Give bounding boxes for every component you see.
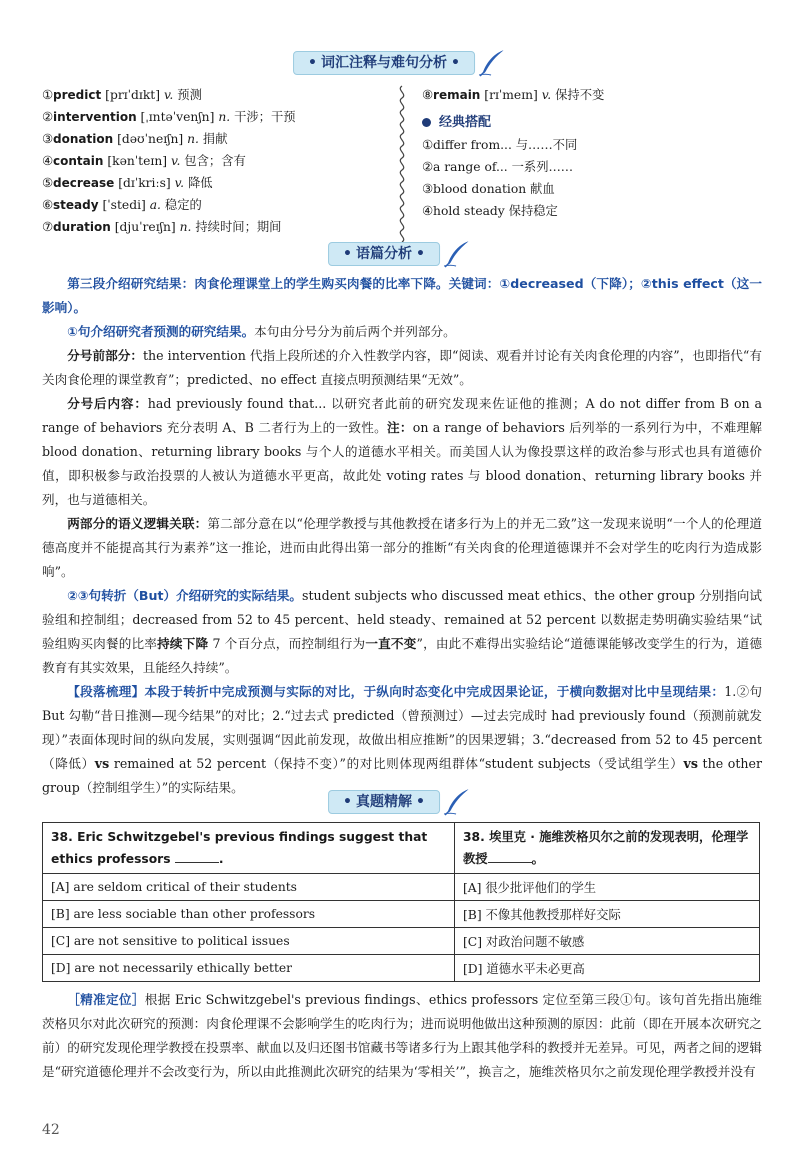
- exam-banner-title: 真题精解: [356, 794, 412, 810]
- analysis-banner-title: 语篇分析: [356, 246, 412, 262]
- sentence23-paragraph: ②③句转折（But）介绍研究的实际结果。student subjects who discussed meat ethics、the other group 分别指向试验组和控制组；decreased from 52 to 45 percent、held steady、remained at 52 percent 以数据走势明确实验结果“试验组购买肉餐的比率持续下降 7 个百分点，而控制组行为一直不变”，由此不难得出实验结论“道德课能够改变学生的行为，道德教育有其实效果，且能经久持续”。: [42, 588, 763, 675]
- vocab-banner: • 词汇注释与难句分析 •: [293, 51, 507, 75]
- collocation-item: ④hold steady 保持稳定: [422, 204, 558, 218]
- option-en: [A] are seldom critical of their students: [43, 874, 455, 901]
- page-number: 42: [42, 1122, 60, 1138]
- spiral-divider: [394, 84, 410, 244]
- answer-blank: [488, 850, 532, 863]
- sentence1-intro: ①句介绍研究者预测的研究结果。本句由分号分为前后两个并列部分。: [67, 324, 456, 339]
- vocab-list: [42, 84, 392, 238]
- exam-banner: • 真题精解 •: [328, 790, 472, 814]
- vocab-item: ⑥steady [ˈstedi] a. 稳定的: [42, 198, 202, 212]
- vocab-banner-title: 词汇注释与难句分析: [321, 55, 447, 71]
- part1-paragraph: 分号前部分：the intervention 代指上段所述的介入性教学内容，即“阅读、观看并讨论有关肉食伦理的内容”，也即指代“有关肉食伦理的课堂教育”；predicted、no effect 直接点明预测结果“无效”。: [42, 348, 762, 387]
- vocab-item: ④contain [kənˈteɪn] v. 包含；含有: [42, 154, 246, 168]
- option-zh: [B] 不像其他教授那样好交际: [455, 901, 760, 928]
- option-zh: [C] 对政治问题不敏感: [455, 928, 760, 955]
- vocab-item: ⑧remain [rɪˈmeɪn] v. 保持不变: [422, 88, 605, 102]
- collocation-heading: 经典搭配: [422, 112, 762, 134]
- collocation-item: ③blood donation 献血: [422, 182, 555, 196]
- option-row: [43, 901, 760, 928]
- option-en: [B] are less sociable than other professors: [43, 901, 455, 928]
- part2-paragraph: 分号后内容：had previously found that... 以研究者此前的研究发现来佐证他的推测；A do not differ from B on a range of behaviors 充分表明 A、B 二者行为上的一致性。注：on a range of behaviors 后列举的一系列行为中，不难理解 blood donation、returning library books 与个人的道德水平相关。而美国人认为像投票这样的政治参与形式也具有道德价值，即积极参与政治投票的人被认为道德水平更高，故此处 voting rates 与 blood donation、returning library books 并列，也与道德相关。: [42, 396, 763, 507]
- question-table: [42, 822, 760, 982]
- analysis-summary: 第三段介绍研究结果：肉食伦理课堂上的学生购买肉餐的比率下降。关键词：①decreased（下降）；②this effect（这一影响）。: [42, 276, 762, 315]
- option-en: [C] are not sensitive to political issues: [43, 928, 455, 955]
- locate-paragraph: ［精准定位］根据 Eric Schwitzgebel's previous findings、ethics professors 定位至第三段①句。该句首先指出施维茨格贝尔对此次研究的预测：肉食伦理课不会影响学生的吃肉行为；进而说明他做出这种预测的原因：此前（即在开展本次研究之前）的研究发现伦理学教授在投票率、献血以及归还图书馆藏书等诸多行为上跟其他学科的教授并无差异。可见，两者之间的逻辑是“研究道德伦理并不会改变行为，所以由此推测此次研究的结果为‘零相关’”，换言之，施维茨格贝尔之前发现伦理学教授并没有: [42, 992, 763, 1079]
- analysis-banner: • 语篇分析 •: [328, 242, 472, 266]
- option-zh: [A] 很少批评他们的学生: [455, 874, 760, 901]
- collocation-item: ①differ from... 与……不同: [422, 138, 578, 152]
- collocation-item: ②a range of... 一系列……: [422, 160, 574, 174]
- option-row: [43, 928, 760, 955]
- quill-icon: [442, 787, 472, 817]
- quill-icon: [442, 239, 472, 269]
- vocab-item: ③donation [dəʊˈneɪʃn] n. 捐献: [42, 132, 228, 146]
- logic-paragraph: 两部分的语义逻辑关联：第二部分意在以“伦理学教授与其他教授在诸多行为上的并无二致”这一发现来说明“一个人的伦理道德高度并不能提高其行为素养”这一推论，进而由此得出第一部分的推断“有关肉食的伦理道德课并不会对学生的吃肉行为造成影响”。: [42, 516, 762, 579]
- paragraph-summary: 【段落梳理】本段于转折中完成预测与实际的对比，于纵向时态变化中完成因果论证，于横向数据对比中呈现结果：1.②句 But 勾勒“昔日推测—现今结果”的对比；2.“过去式 predicted（曾预测过）—过去完成时 had previously found（预测前就发现）”表面体现时间的纵向发展，实则强调“因此前发现，故做出相应推断”的因果逻辑；3.“decreased from 52 to 45 percent（降低）vs remained at 52 percent（保持不变）”的对比则体现两组群体“student subjects（受试组学生）vs the other group（控制组学生）”的实际结果。: [42, 684, 763, 795]
- question-stem-en: 38. Eric Schwitzgebel's previous findings suggest that ethics professors .: [43, 823, 455, 874]
- bullet-icon: [422, 118, 431, 127]
- vocab-item: ⑤decrease [dɪˈkriːs] v. 降低: [42, 176, 213, 190]
- question-stem-row: [43, 823, 760, 874]
- option-row: [43, 874, 760, 901]
- vocab-item: ⑦duration [djuˈreɪʃn] n. 持续时间；期间: [42, 220, 282, 234]
- option-zh: [D] 道德水平未必更高: [455, 955, 760, 982]
- option-en: [D] are not necessarily ethically better: [43, 955, 455, 982]
- option-row: [43, 955, 760, 982]
- question-stem-zh: 38. 埃里克 · 施维茨格贝尔之前的发现表明，伦理学教授 。: [455, 823, 760, 874]
- vocab-right-column: [422, 84, 762, 222]
- quill-icon: [477, 48, 507, 78]
- vocab-item: ②intervention [ˌɪntəˈvenʃn] n. 干涉；干预: [42, 110, 296, 124]
- vocab-item: ①predict [prɪˈdɪkt] v. 预测: [42, 88, 202, 102]
- answer-blank: [175, 850, 219, 863]
